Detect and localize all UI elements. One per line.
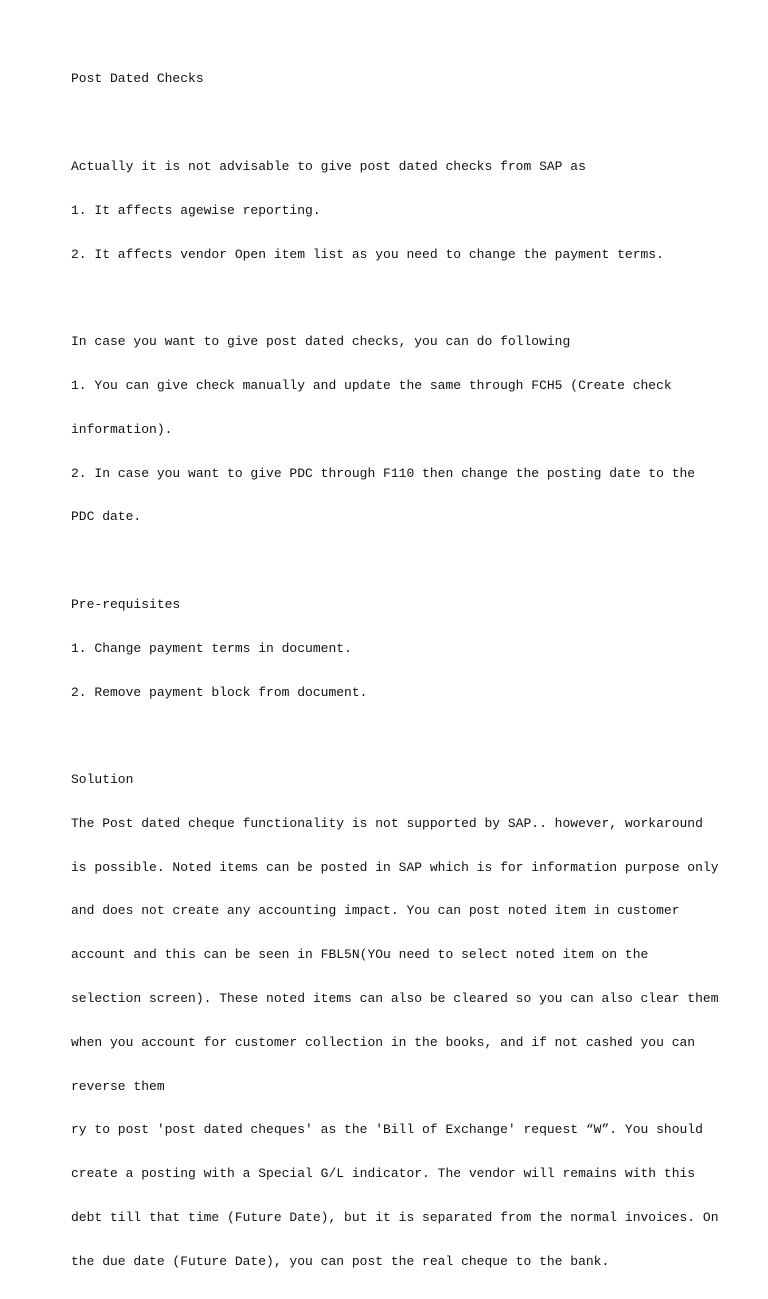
body-line: and does not create any accounting impact. You can post noted item in customer [71, 903, 680, 919]
body-line: Actually it is not advisable to give post dated checks from SAP as [71, 159, 586, 175]
body-line: 2. It affects vendor Open item list as you need to change the payment terms. [71, 246, 664, 262]
body-line: 1. You can give check manually and update the same through FCH5 (Create check [71, 378, 672, 394]
body-line: 2. Remove payment block from document. [71, 684, 368, 700]
blank-line [71, 554, 719, 569]
body-line: The Post dated cheque functionality is not supported by SAP.. however, workaround [71, 815, 703, 831]
body-line: 1. Change payment terms in document. [71, 640, 352, 656]
body-line: the due date (Future Date), you can post the real cheque to the bank. [71, 1253, 610, 1269]
page-title: Post Dated Checks [71, 71, 204, 86]
body-line: information). [71, 421, 173, 437]
document-body [71, 131, 719, 1299]
body-line: selection screen). These noted items can also be cleared so you can also clear them [71, 991, 719, 1007]
section-heading: Solution [71, 772, 134, 788]
body-line: reverse them [71, 1078, 165, 1094]
body-line: 1. It affects agewise reporting. [71, 202, 321, 218]
body-line: is possible. Noted items can be posted in SAP which is for information purpose only [71, 859, 719, 875]
body-line: when you account for customer collection in the books, and if not cashed you can [71, 1034, 696, 1050]
body-line: 2. In case you want to give PDC through F110 then change the posting date to the [71, 465, 696, 481]
body-line: ry to post 'post dated cheques' as the 'Bill of Exchange' request “W”. You should [71, 1122, 703, 1138]
blank-line [71, 292, 719, 307]
body-line: debt till that time (Future Date), but it is separated from the normal invoices. On [71, 1209, 719, 1225]
section-heading: Pre-requisites [71, 597, 181, 612]
blank-line [71, 729, 719, 744]
body-line: In case you want to give post dated checks, you can do following [71, 334, 571, 350]
body-line: create a posting with a Special G/L indicator. The vendor will remains with this [71, 1166, 696, 1182]
body-line: PDC date. [71, 509, 142, 525]
body-line: account and this can be seen in FBL5N(YOu need to select noted item on the [71, 947, 649, 963]
